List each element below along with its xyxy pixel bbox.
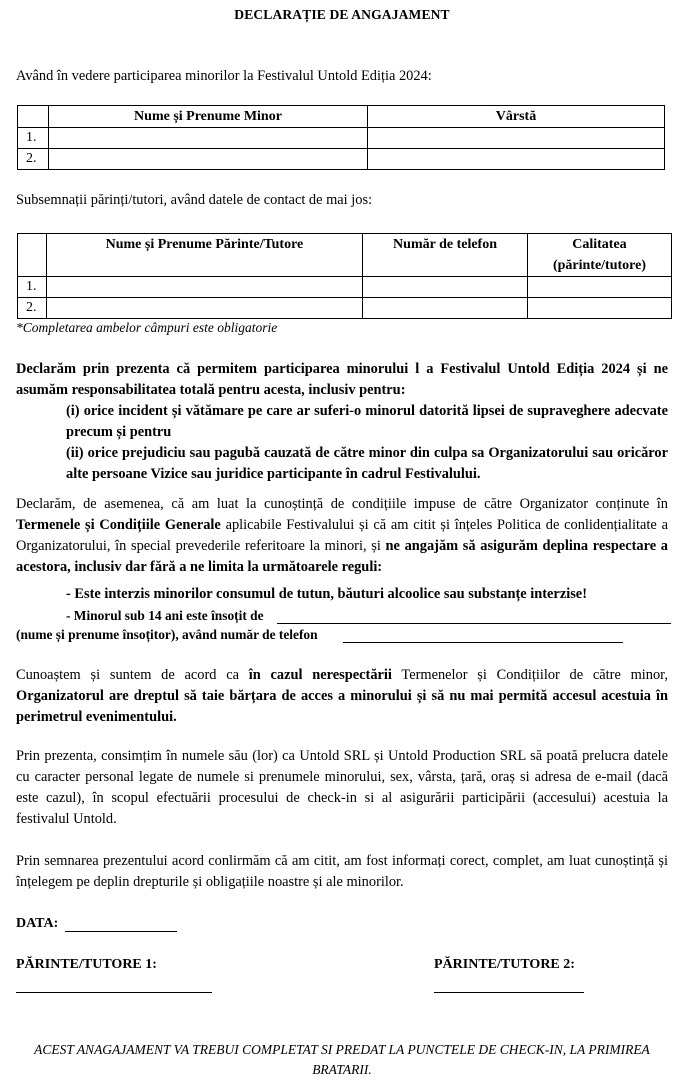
minors-age-header: Vârstă xyxy=(368,106,665,128)
minor-name-cell[interactable] xyxy=(49,149,368,170)
terms-link-text: Termenele și Condițiile Generale xyxy=(16,517,221,533)
parents-row-number: 2. xyxy=(18,298,47,319)
minors-name-header: Nume și Prenume Minor xyxy=(49,106,368,128)
parents-intro-text: Subsemnații părinți/tutori, având datele de contact de mai jos: xyxy=(16,192,373,208)
parent-name-cell[interactable] xyxy=(46,277,362,298)
parent-role-cell[interactable] xyxy=(527,277,671,298)
parents-table xyxy=(17,233,672,319)
parent-1-signature-line[interactable] xyxy=(16,992,212,993)
breach-paragraph: Cunoaștem și suntem de acord ca în cazul nerespectării Termenelor și Condițiilor de către minor, Organizatorul are dreptul să taie bărțara de acces a minorului și să nu mai permită accesul acestuia în perimetrul evenimentului. xyxy=(16,667,668,725)
minor-age-cell[interactable] xyxy=(368,149,665,170)
rule-2: - Minorul sub 14 ani este însoțit de xyxy=(66,608,264,623)
parent-role-header: Calitatea (părinte/tutore) xyxy=(527,234,671,277)
date-label: DATA: xyxy=(16,916,59,931)
conditions-paragraph: Declarăm, de asemenea, că am luat la cunoștință de condițiile impuse de către Organizator conținute în Termenele și Condițiile Generale aplicabile Festivalului și că am citit și înțeles Politica de conlidențialitate a Organizatorului, în special prevederile referitoare la minori, și ne angajăm să asigurăm deplina respectare a acestora, inclusiv dar fără a ne limita la următoarele reguli: xyxy=(16,496,669,575)
declaration-item-1: (i) orice incident și vătămare pe care ar suferi-o minorul datorită lipsei de supraveghere adecvate precum și pentru xyxy=(66,403,668,440)
minors-row-number: 1. xyxy=(18,128,49,149)
parent-phone-header: Număr de telefon xyxy=(363,234,528,277)
minors-table xyxy=(17,105,665,170)
parent-2-label: PĂRINTE/TUTORE 2: xyxy=(434,957,575,972)
declaration-main: Declarăm prin prezenta că permitem participarea minorului l a Festivalul Untold Ediția 2024 și ne asumăm responsabilitatea totală pentru acesta, inclusiv pentru: xyxy=(16,361,668,398)
document-title: DECLARAȚIE DE ANGAJAMENT xyxy=(234,7,450,22)
parent-1-label: PĂRINTE/TUTORE 1: xyxy=(16,957,157,972)
minors-row-number: 2. xyxy=(18,149,49,170)
minor-name-cell[interactable] xyxy=(49,128,368,149)
companion-phone-blank[interactable] xyxy=(343,642,623,643)
rule-1: - Este interzis minorilor consumul de tutun, băuturi alcoolice sau substanțe interzise! xyxy=(66,586,587,602)
parent-phone-cell[interactable] xyxy=(363,277,528,298)
rule-2-continuation: (nume și prenume însoțitor), având număr de telefon xyxy=(16,627,318,642)
intro-text: Având în vedere participarea minorilor la Festivalul Untold Ediția 2024: xyxy=(16,68,432,84)
declaration-paragraph xyxy=(16,359,668,485)
footer-instruction: ACEST ANAGAJAMENT VA TREBUI COMPLETAT SI PREDAT LA PUNCTELE DE CHECK-IN, LA PRIMIREA BRATARII. xyxy=(34,1042,650,1077)
consent-paragraph: Prin prezenta, consimțim în numele său (lor) ca Untold SRL și Untold Production SRL să poată prelucra datele cu caracter personal legate de numele si prenumele minorului, sex, vârsta, țară, oraș si adresa de e-mail (dacă este cazul), în scopul efectuării procesului de check-in si al asigurării participării (accesului) acestuia la festivalul Untold. xyxy=(16,748,668,827)
declaration-item-2: (ii) orice prejudiciu sau pagubă cauzată de către minor din culpa sa Organizatorului sau oricăror alte persoane Vizice sau juridice participante în cadrul Festivalului. xyxy=(66,445,668,482)
parents-table-index-header xyxy=(18,234,47,277)
mandatory-note: *Completarea ambelor câmpuri este obligatorie xyxy=(16,320,278,335)
minor-age-cell[interactable] xyxy=(368,128,665,149)
confirm-paragraph: Prin semnarea prezentului acord conlirmăm că am citit, am fost informați corect, complet, am luat cunoștință și înțelegem pe deplin drepturile și obligațiile noastre și ale minorilor. xyxy=(16,853,668,890)
companion-name-blank[interactable] xyxy=(277,623,671,624)
parent-2-signature-line[interactable] xyxy=(434,992,584,993)
parent-phone-cell[interactable] xyxy=(363,298,528,319)
parent-role-cell[interactable] xyxy=(527,298,671,319)
parent-name-cell[interactable] xyxy=(46,298,362,319)
minors-table-index-header xyxy=(18,106,49,128)
date-blank[interactable] xyxy=(65,931,177,932)
parents-row-number: 1. xyxy=(18,277,47,298)
parent-name-header: Nume și Prenume Părinte/Tutore xyxy=(46,234,362,277)
